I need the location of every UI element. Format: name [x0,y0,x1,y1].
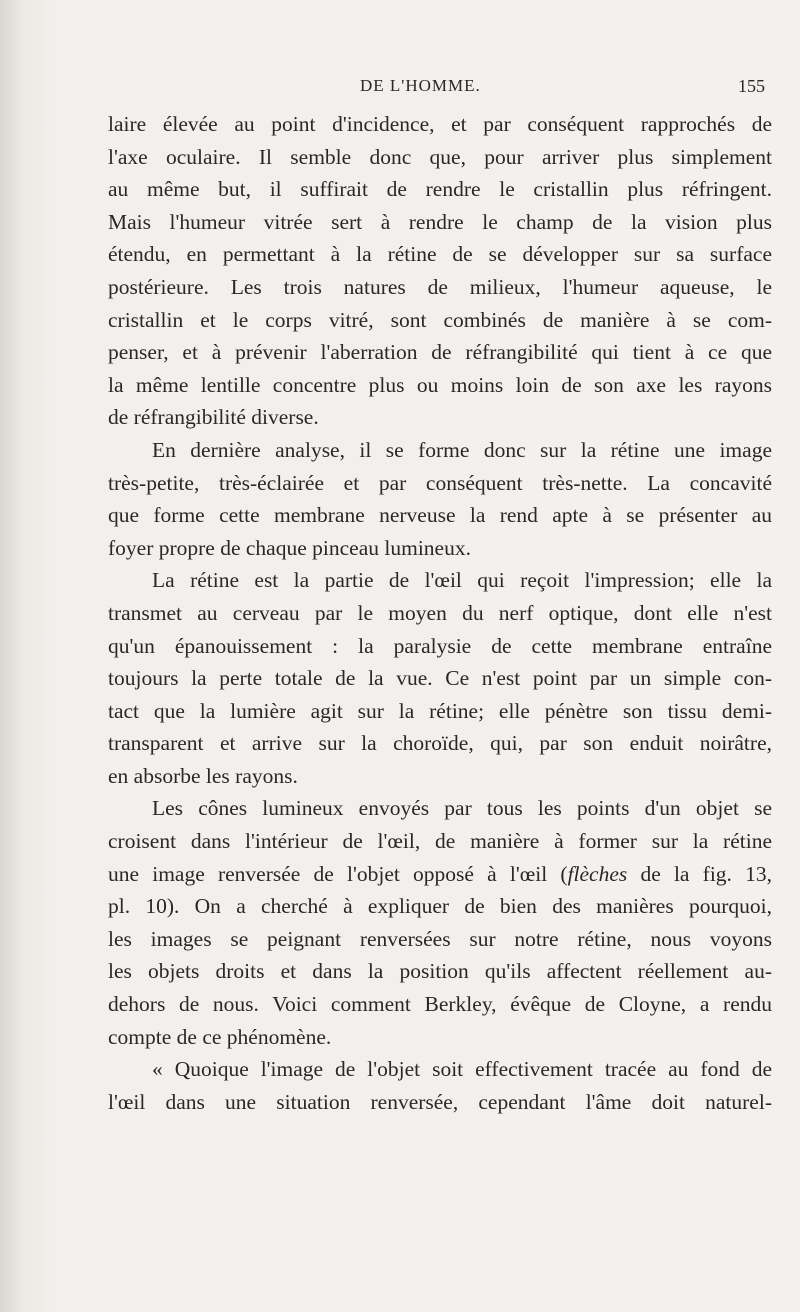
text-line: transmet au cerveau par le moyen du nerf optique, dont elle n'est [108,600,772,625]
body-text [108,108,772,1118]
text-line: étendu, en permettant à la rétine de se développer sur sa surface [108,242,772,267]
text-line: les images se peignant renversées sur notre rétine, nous voyons [108,926,772,951]
text-line: laire élevée au point d'incidence, et par conséquent rapprochés de [108,112,772,136]
text-line: que forme cette membrane nerveuse la rend apte à se présenter au [108,503,772,528]
text-line: En dernière analyse, il se forme donc sur la rétine une image [152,437,772,462]
text-line: tact que la lumière agit sur la rétine; elle pénètre son tissu demi- [108,698,772,723]
page-number: 155 [738,76,765,96]
text-line: postérieure. Les trois natures de milieux, l'humeur aqueuse, le [108,274,772,299]
text-line: transparent et arrive sur la choroïde, qui, par son enduit noirâtre, [108,731,772,756]
text-line: Mais l'humeur vitrée sert à rendre le champ de la vision plus [108,209,772,234]
text-line: de réfrangibilité diverse. [108,405,319,430]
text-line: la même lentille concentre plus ou moins loin de son axe les rayons [108,372,772,397]
text-line: compte de ce phénomène. [108,1024,332,1049]
text-line: l'axe oculaire. Il semble donc que, pour arriver plus simplement [108,144,772,169]
text-line: dehors de nous. Voici comment Berkley, évêque de Cloyne, a rendu [108,992,772,1017]
text-line: toujours la perte totale de la vue. Ce n'est point par un simple con- [108,666,772,691]
text-line: Les cônes lumineux envoyés par tous les points d'un objet se [152,796,772,821]
text-line: « Quoique l'image de l'objet soit effectivement tracée au fond de [152,1057,772,1082]
running-head: DE L'HOMME. [360,76,481,95]
text-segment: de la fig. 13, [627,861,772,886]
text-line: au même but, il suffirait de rendre le cristallin plus réfringent. [108,177,772,202]
text-line-with-italic [108,858,772,891]
text-line: croisent dans l'intérieur de l'œil, de manière à former sur la rétine [108,829,772,854]
italic-term: flèches [567,861,628,886]
text-line: les objets droits et dans la position qu'ils affectent réellement au- [108,959,772,984]
text-line: penser, et à prévenir l'aberration de réfrangibilité qui tient à ce que [108,340,772,365]
text-line: très-petite, très-éclairée et par conséquent très-nette. La concavité [108,470,772,495]
text-segment: une image renversée de l'objet opposé à l'œil ( [108,861,568,886]
text-line: pl. 10). On a cherché à expliquer de bien des manières pourquoi, [108,894,772,919]
text-line: foyer propre de chaque pinceau lumineux. [108,535,471,560]
page-header [0,76,800,106]
text-line: cristallin et le corps vitré, sont combinés de manière à se com- [108,307,772,332]
text-line: en absorbe les rayons. [108,763,298,788]
text-line: La rétine est la partie de l'œil qui reçoit l'impression; elle la [152,568,772,593]
text-line: l'œil dans une situation renversée, cependant l'âme doit naturel- [108,1089,772,1114]
text-line: qu'un épanouissement : la paralysie de cette membrane entraîne [108,633,772,658]
